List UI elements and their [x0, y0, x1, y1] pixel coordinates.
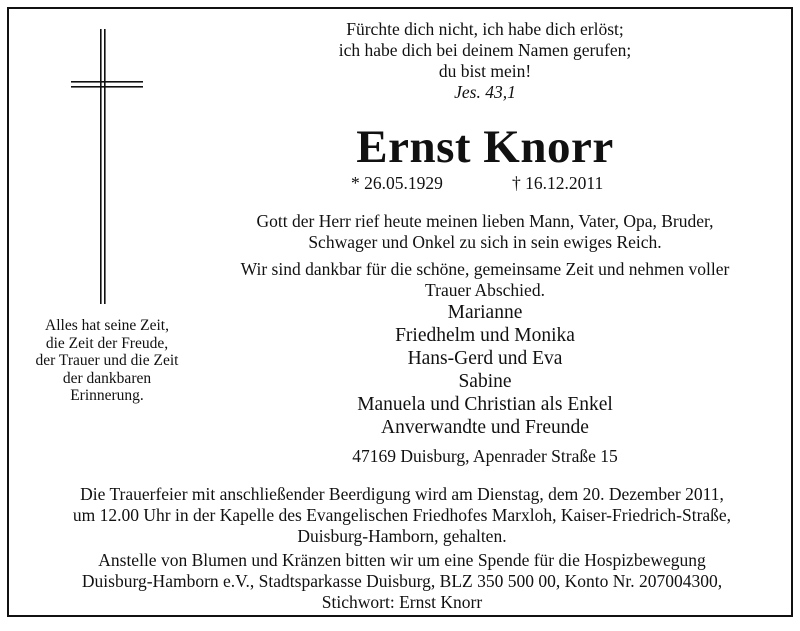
donation-info: [29, 550, 775, 613]
mourner: Hans-Gerd und Eva: [407, 348, 563, 369]
funeral-line: Die Trauerfeier mit anschließender Beerdigung wird am Dienstag, dem 20. Dezember 2011,: [80, 484, 724, 504]
mourners-list: [205, 301, 765, 439]
message-line: Trauer Abschied.: [425, 280, 545, 300]
bible-verse: [205, 19, 765, 103]
funeral-line: Duisburg-Hamborn, gehalten.: [297, 526, 507, 546]
cross-icon: [67, 29, 147, 304]
verse-line: Fürchte dich nicht, ich habe dich erlöst;: [346, 19, 624, 39]
verse-line: du bist mein!: [438, 61, 532, 81]
mourner: Anverwandte und Freunde: [381, 417, 589, 438]
funeral-info: [29, 484, 775, 547]
mourner: Friedhelm und Monika: [395, 325, 575, 346]
deceased-name: Ernst Knorr: [356, 121, 614, 173]
message-paragraph-1: [205, 211, 765, 253]
quote-line: der dankbaren: [62, 369, 152, 387]
verse-line: ich habe dich bei deinem Namen gerufen;: [338, 40, 632, 60]
sidebar-quote: [27, 317, 187, 405]
donation-line: Anstelle von Blumen und Kränzen bitten wir um eine Spende für die Hospizbewegung: [98, 550, 706, 570]
message-paragraph-2: [205, 259, 765, 301]
address: 47169 Duisburg, Apenrader Straße 15: [352, 446, 618, 466]
message-line: Gott der Herr rief heute meinen lieben Mann, Vater, Opa, Bruder,: [256, 211, 714, 231]
obituary-notice: [7, 7, 793, 617]
donation-line: Duisburg-Hamborn e.V., Stadtsparkasse Duisburg, BLZ 350 500 00, Konto Nr. 207004300,: [81, 571, 723, 591]
quote-line: der Trauer und die Zeit: [35, 352, 179, 369]
verse-reference: Jes. 43,1: [454, 82, 516, 102]
quote-line: Erinnerung.: [70, 387, 144, 404]
birth-date: * 26.05.1929: [351, 173, 443, 193]
message-line: Schwager und Onkel zu sich in sein ewiges Reich.: [308, 232, 662, 252]
quote-line: Alles hat seine Zeit,: [45, 317, 169, 334]
message-line: Wir sind dankbar für die schöne, gemeinsame Zeit und nehmen voller: [240, 259, 730, 279]
funeral-line: um 12.00 Uhr in der Kapelle des Evangelischen Friedhofes Marxloh, Kaiser-Friedrich-Straße,: [72, 505, 732, 525]
mourner: Marianne: [447, 302, 523, 323]
quote-line: die Zeit der Freude,: [45, 334, 169, 352]
mourner: Sabine: [458, 371, 512, 392]
donation-line: Stichwort: Ernst Knorr: [321, 592, 483, 612]
death-date: † 16.12.2011: [512, 173, 604, 193]
mourner: Manuela und Christian als Enkel: [357, 394, 613, 415]
